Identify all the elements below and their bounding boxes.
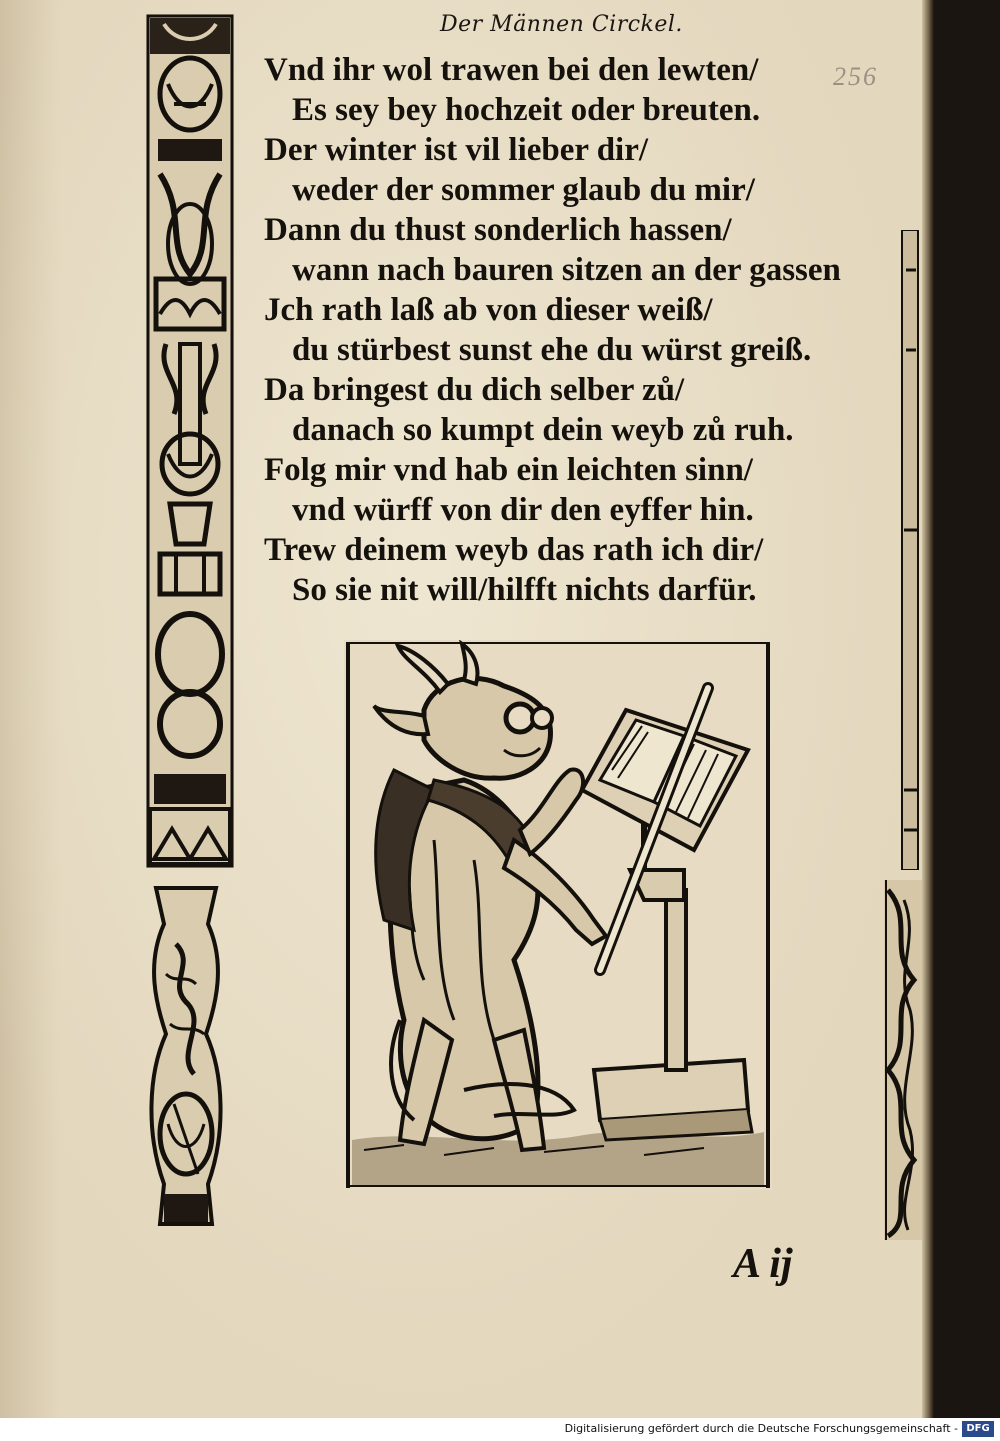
ornamental-border-left-lower <box>146 884 226 1236</box>
verse-line-11: Folg mir vnd hab ein leichten sinn/ <box>264 452 753 488</box>
verse-line-9: Da bringest du dich selber zů/ <box>264 372 685 408</box>
running-header: Der Männen Circkel. <box>440 12 683 37</box>
verse-line-4: weder der sommer glaub du mir/ <box>292 172 755 208</box>
ornamental-border-right <box>884 880 924 1240</box>
handwritten-folio-number: 256 <box>833 62 878 91</box>
dfg-logo: DFG <box>962 1421 994 1437</box>
verse-line-10: danach so kumpt dein weyb zů ruh. <box>292 412 794 448</box>
verse-line-14: So sie nit will/hilfft nichts darfür. <box>292 572 757 608</box>
verse-line-13: Trew deinem weyb das rath ich dir/ <box>264 532 764 568</box>
verse-line-8: du stürbest sunst ehe du würst greiß. <box>292 332 812 368</box>
footer-credit: Digitalisierung gefördert durch die Deutsche Forschungsgemeinschaft - <box>564 1422 958 1435</box>
woodcut-ox-at-lectern <box>344 640 772 1190</box>
verse-line-12: vnd würff von dir den eyffer hin. <box>292 492 754 528</box>
verse-line-2: Es sey bey hochzeit oder breuten. <box>292 92 761 128</box>
verse-line-1: Vnd ihr wol trawen bei den lewten/ <box>264 52 759 88</box>
ornamental-border-left-upper <box>146 14 234 868</box>
verse-line-5: Dann du thust sonderlich hassen/ <box>264 212 732 248</box>
ornamental-border-right-upper <box>900 230 924 870</box>
verse-line-6: wann nach bauren sitzen an der gassen <box>292 252 841 288</box>
verse-line-3: Der winter ist vil lieber dir/ <box>264 132 649 168</box>
page-edge-shadow <box>922 0 934 1418</box>
footer-bar <box>0 1418 1000 1441</box>
verse-line-7: Jch rath laß ab von dieser weiß/ <box>264 292 713 328</box>
signature-mark: A ij <box>733 1241 793 1287</box>
